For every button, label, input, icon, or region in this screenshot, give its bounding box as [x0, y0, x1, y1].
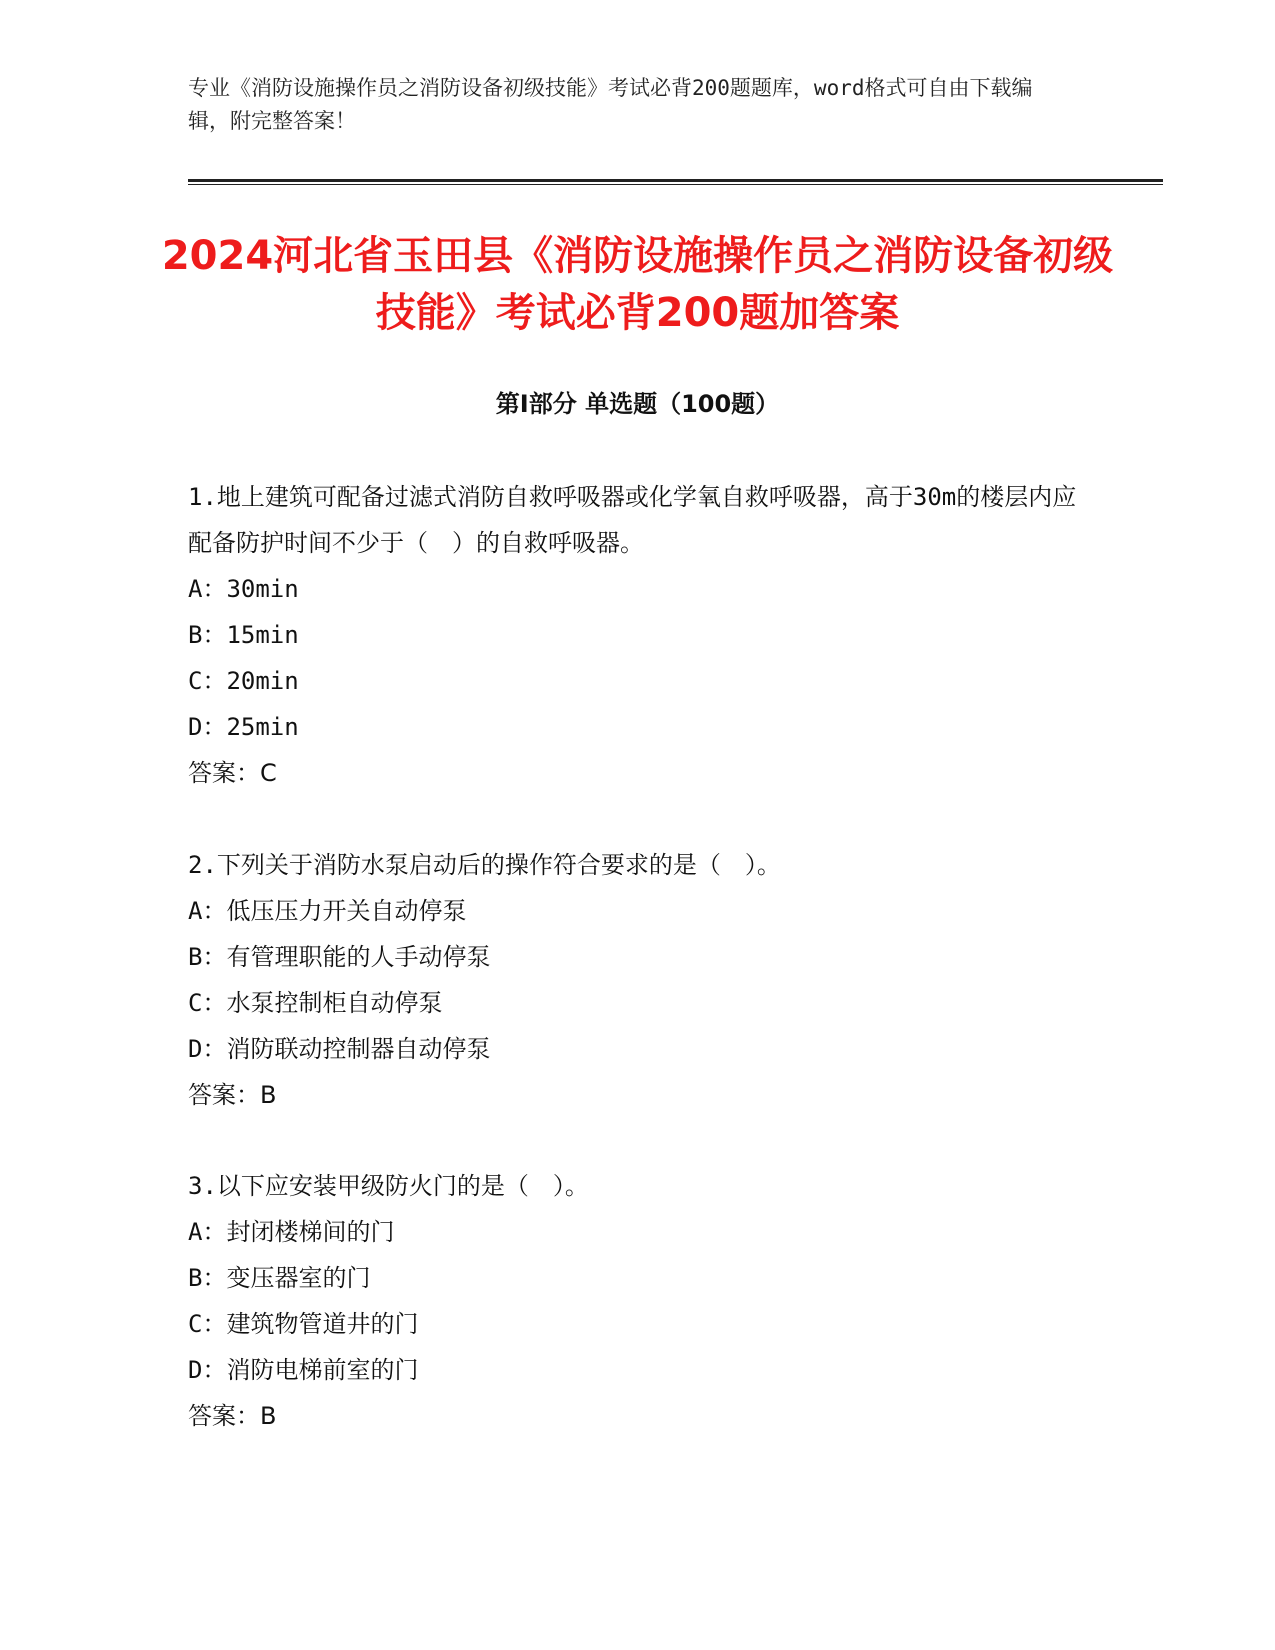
question-stem: 2.下列关于消防水泵启动后的操作符合要求的是（ ）。 [188, 851, 781, 879]
answer-label: 答案：B [188, 1402, 277, 1430]
question-2 [188, 842, 1088, 1118]
option-d: D：消防电梯前室的门 [188, 1356, 419, 1384]
answer-label: 答案：C [188, 759, 277, 787]
option-a: A：低压压力开关自动停泵 [188, 897, 467, 925]
option-c: C：建筑物管道井的门 [188, 1310, 419, 1338]
question-stem: 3.以下应安装甲级防火门的是（ ）。 [188, 1172, 589, 1200]
option-c: C：水泵控制柜自动停泵 [188, 989, 443, 1017]
section-heading: 第I部分 单选题（100题） [495, 390, 780, 418]
answer-label: 答案：B [188, 1081, 277, 1109]
option-a: A：30min [188, 575, 299, 603]
option-b: B：15min [188, 621, 299, 649]
option-d: D：25min [188, 713, 299, 741]
option-b: B：变压器室的门 [188, 1264, 371, 1292]
header-divider-thin [188, 184, 1163, 185]
header-note: 专业《消防设施操作员之消防设备初级技能》考试必背200题题库，word格式可自由下载编辑，附完整答案！ [188, 76, 1033, 133]
header-divider-thick [188, 179, 1163, 182]
question-1 [188, 474, 1088, 796]
option-a: A：封闭楼梯间的门 [188, 1218, 395, 1246]
option-b: B：有管理职能的人手动停泵 [188, 943, 491, 971]
question-stem: 1.地上建筑可配备过滤式消防自救呼吸器或化学氧自救呼吸器，高于30m的楼层内应配备防护时间不少于（ ）的自救呼吸器。 [188, 483, 1077, 557]
option-d: D：消防联动控制器自动停泵 [188, 1035, 491, 1063]
question-3 [188, 1163, 1088, 1439]
option-c: C：20min [188, 667, 299, 695]
document-title: 2024河北省玉田县《消防设施操作员之消防设备初级技能》考试必背200题加答案 [161, 233, 1114, 336]
